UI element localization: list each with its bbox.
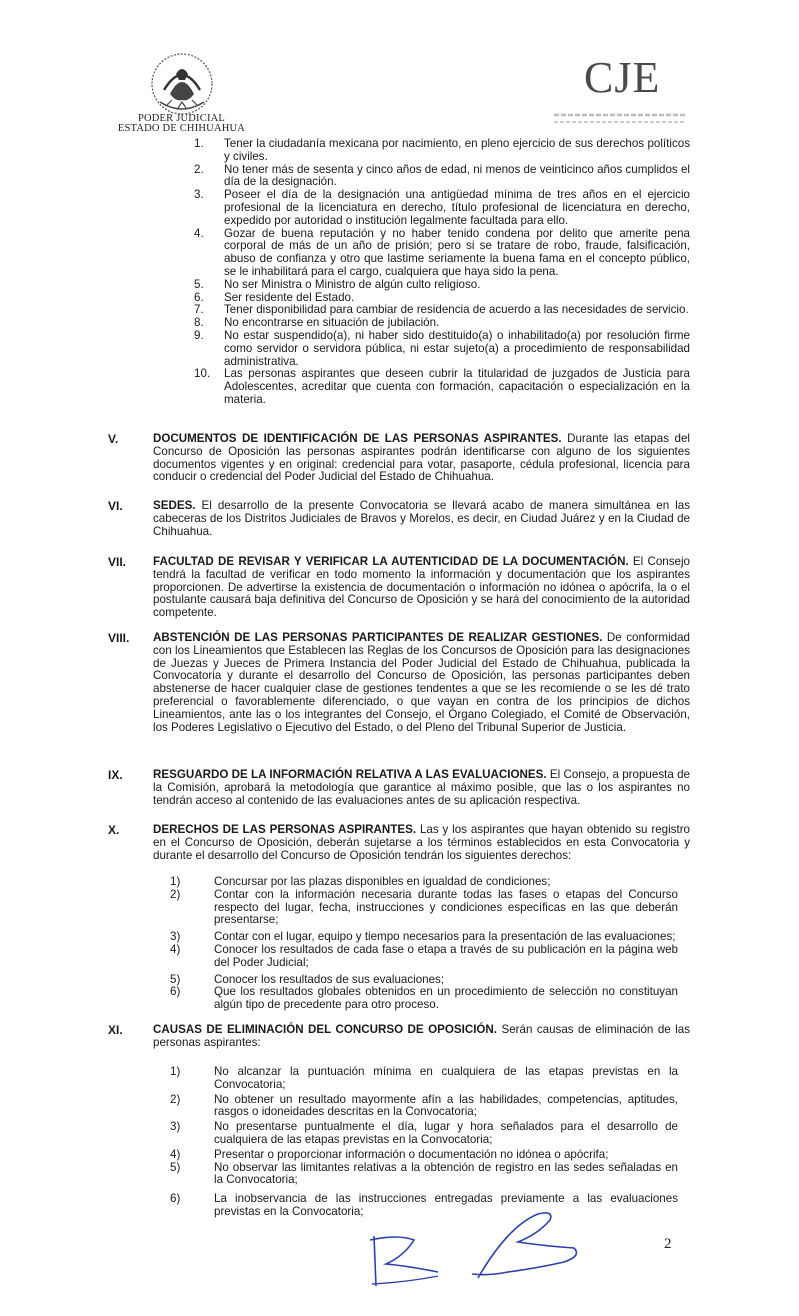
list-item: 5. No ser Ministra o Ministro de algún culto religioso. — [194, 277, 481, 291]
list-item: 6) La inobservancia de las instrucciones entregadas previamente a las evaluaciones previstas en la Convocatoria; — [170, 1192, 678, 1218]
section-title: DERECHOS DE LAS PERSONAS ASPIRANTES. — [153, 823, 417, 836]
list-item: 2. No tener más de sesenta y cinco años de edad, ni menos de veinticinco años cumplidos el día de la designación. — [194, 162, 690, 189]
list-item: 7. Tener disponibilidad para cambiar de residencia de acuerdo a las necesidades de servicio. — [194, 303, 689, 317]
section-x: X. DERECHOS DE LAS PERSONAS ASPIRANTES. Las y los aspirantes que hayan obtenido su registro en el Concurso de Oposición, deberán sujetarse a los términos establecidos en esta Convocatoria y durante el desarrollo del Concurso de Oposición tendrán los siguientes derechos: — [108, 823, 691, 862]
section-title: FACULTAD DE REVISAR Y VERIFICAR LA AUTENTICIDAD DE LA DOCUMENTACIÓN. — [153, 555, 629, 568]
list-item: 1) Concursar por las plazas disponibles en igualdad de condiciones; — [170, 875, 551, 888]
institution-name — [104, 114, 259, 134]
list-item: 3. Poseer el día de la designación una antigüedad mínima de tres años en el ejercicio profesional de la licenciatura en derecho, título profesional de licenciatura en derecho, expedido por autoridad o institución legalmente facultada para ello. — [194, 188, 690, 227]
section-vi: VI. SEDES. El desarrollo de la presente Convocatoria se llevará acabo de manera simultánea en las cabeceras de los Distritos Judiciales de Bravos y Morelos, es decir, en Ciudad Juárez y en la Ciudad de Chihuahua. — [108, 499, 690, 538]
list-item: 9. No estar suspendido(a), ni haber sido destituido(a) o inhabilitado(a) por resolución firme como servidor o servidora pública, ni estar sujeto(a) a procedimiento de responsabilidad administrativa. — [194, 328, 690, 368]
list-item: 5) Conocer los resultados de sus evaluaciones; — [170, 972, 445, 986]
section-title: ABSTENCIÓN DE LAS PERSONAS PARTICIPANTES DE REALIZAR GESTIONES. — [153, 631, 603, 644]
list-item: 4) Presentar o proporcionar información o documentación no idónea o apócrifa; — [170, 1147, 609, 1161]
page-number: 2 — [664, 1236, 672, 1252]
elimination-causes-list — [170, 1066, 678, 1219]
section-title: SEDES. — [153, 499, 196, 512]
section-v: V. DOCUMENTOS DE IDENTIFICACIÓN DE LAS PERSONAS ASPIRANTES. Durante las etapas del Concurso de Oposición las personas aspirantes podrán identificarse con alguno de los siguientes documentos vigentes y en original: credencial para votar, pasaporte, cédula profesional, licencia para conducir o credencial del Poder Judicial del Estado de Chihuahua. — [108, 432, 690, 484]
section-title: RESGUARDO DE LA INFORMACIÓN RELATIVA A LAS EVALUACIONES. — [153, 768, 547, 781]
list-item: 5) No observar las limitantes relativas a la obtención de registro en las sedes señaladas en la Convocatoria; — [170, 1160, 678, 1187]
cje-logo-subtitle-icon — [552, 112, 688, 126]
institution-line-1: PODER JUDICIAL — [137, 113, 226, 124]
rights-list — [170, 876, 678, 1012]
list-item: 1. Tener la ciudadanía mexicana por nacimiento, en pleno ejercicio de sus derechos políticos y civiles. — [194, 137, 690, 163]
list-item: 10. Las personas aspirantes que deseen cubrir la titularidad de juzgados de Justicia para Adolescentes, acreditar que cuenta con formación, capacitación o especialización en la materia. — [194, 367, 690, 406]
section-xi: XI. CAUSAS DE ELIMINACIÓN DEL CONCURSO DE OPOSICIÓN. Serán causas de eliminación de las personas aspirantes: — [108, 1023, 690, 1049]
list-item: 8. No encontrarse en situación de jubilación. — [194, 316, 440, 330]
list-item: 4. Gozar de buena reputación y no haber tenido condena por delito que amerite pena corporal de más de un año de prisión; pero si se tratare de robo, fraude, falsificación, abuso de confianza y otro que lastime seriamente la buena fama en el concepto público, se le inhabilitará para el cargo, cualquiera que haya sido la pena. — [194, 226, 690, 278]
page-header — [0, 0, 799, 140]
list-item: 6. Ser residente del Estado. — [194, 290, 355, 304]
section-viii: VIII. ABSTENCIÓN DE LAS PERSONAS PARTICIPANTES DE REALIZAR GESTIONES. De conformidad con los Lineamientos que Establecen las Reglas de los Concursos de Oposición para las designaciones de Juezas y Jueces de Primera Instancia del Poder Judicial del Estado de Chihuahua, publicada la Convocatoria y durante el desarrollo del Concurso de Oposición, las personas participantes deben abstenerse de hacer cualquier clase de gestiones tendentes a que se les recomiende o se les dé trato preferencial o favorablemente diferenciado, o que vayan en contra de los principios de dichos Lineamientos, ante las o los integrantes del Consejo, el Órgano Colegiado, el Comité de Observación, los Poderes Legislativo o Ejecutivo del Estado, o del Pleno del Tribunal Superior de Justicia. — [108, 631, 690, 734]
list-item: 2) Contar con la información necesaria durante todas las fases o etapas del Concurso respecto del lugar, fecha, instrucciones y condiciones específicas en las que deberán presentarse; — [170, 887, 678, 927]
list-item: 6) Que los resultados globales obtenidos en un procedimiento de selección no constituyan algún tipo de precedente para otro proceso. — [170, 985, 678, 1012]
section-title: DOCUMENTOS DE IDENTIFICACIÓN DE LAS PERSONAS ASPIRANTES. — [153, 432, 562, 445]
section-title: CAUSAS DE ELIMINACIÓN DEL CONCURSO DE OPOSICIÓN. — [153, 1023, 498, 1036]
list-item: 4) Conocer los resultados de cada fase o etapa a través de su publicación en la página web del Poder Judicial; — [170, 942, 678, 969]
list-item: 3) Contar con el lugar, equipo y tiempo necesarios para la presentación de las evaluaciones; — [170, 930, 676, 944]
list-item: 2) No obtener un resultado mayormente afín a las habilidades, competencias, aptitudes, rasgos o idoneidades descritas en la Convocatoria; — [170, 1092, 678, 1119]
requirements-list — [194, 138, 690, 407]
institution-line-2: ESTADO DE CHIHUAHUA — [117, 123, 246, 134]
list-item: 1) No alcanzar la puntuación mínima en cualquiera de las etapas previstas en la Convocatoria; — [170, 1065, 678, 1091]
list-item: 3) No presentarse puntualmente el día, lugar y hora señalados para el desarrollo de cualquiera de las etapas previstas en la Convocatoria; — [170, 1120, 678, 1146]
section-vii: VII. FACULTAD DE REVISAR Y VERIFICAR LA AUTENTICIDAD DE LA DOCUMENTACIÓN. El Consejo tendrá la facultad de verificar en todo momento la información y documentación que los aspirantes proporcionen. De advertirse la existencia de documentación o información no idónea o apócrifa, la o el postulante causará baja definitiva del Concurso de Oposición y se hará del conocimiento de la autoridad competente. — [108, 555, 690, 620]
cje-logo: CJE — [584, 53, 661, 102]
handwritten-signature-icon — [368, 1206, 588, 1290]
section-ix: IX. RESGUARDO DE LA INFORMACIÓN RELATIVA A LAS EVALUACIONES. El Consejo, a propuesta de la Comisión, aprobará la metodología que garantice al máximo posible, que las o los aspirantes no tendrán acceso al contenido de las evaluaciones antes de su aplicación respectiva. — [108, 768, 690, 807]
